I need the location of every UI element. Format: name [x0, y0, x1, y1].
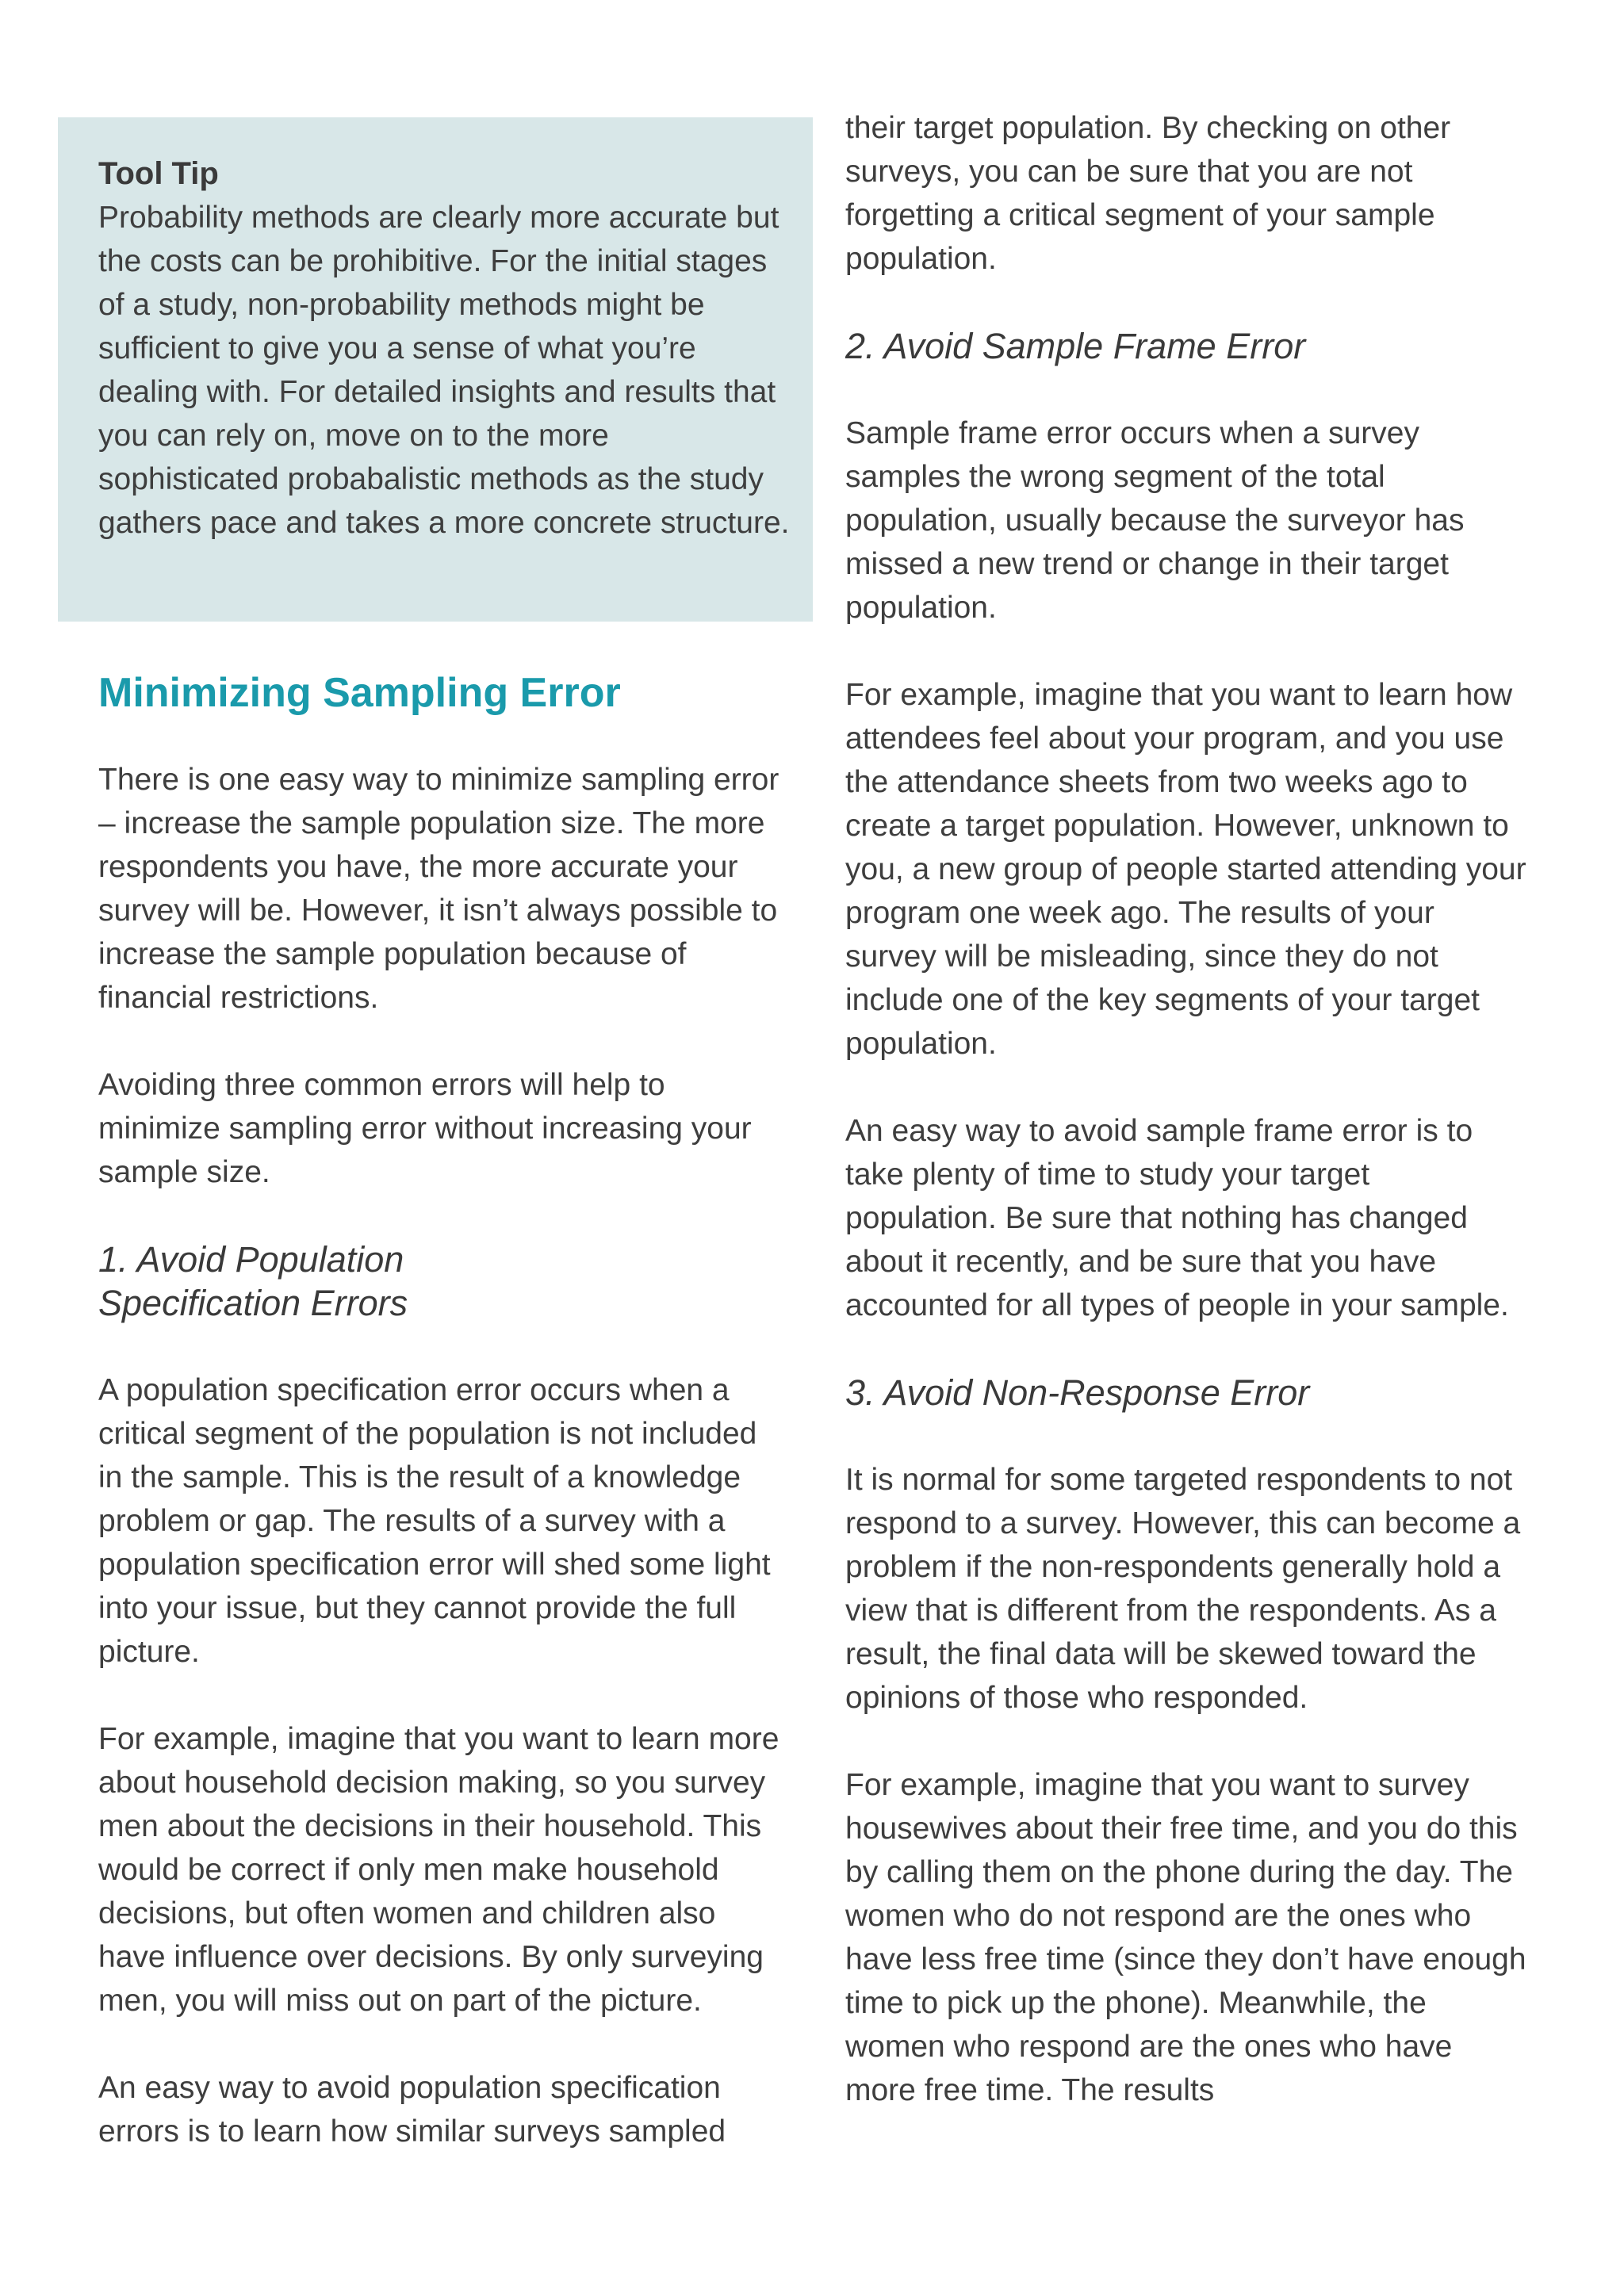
- subheading-non-response: 3. Avoid Non-Response Error: [845, 1372, 1310, 1413]
- section-heading: Minimizing Sampling Error: [98, 670, 621, 716]
- tool-tip-title: Tool Tip: [98, 156, 219, 191]
- paragraph: An easy way to avoid population specification errors is to learn how similar surveys sampled: [98, 2071, 726, 2149]
- paragraph: For example, imagine that you want to learn more about household decision making, so you survey men about the decisions in their household. This would be correct if only men make household decisions, but often women and children also have influence over decisions. By only surveying men, you will miss out on part of the picture.: [98, 1722, 779, 2018]
- tool-tip-body: Probability methods are clearly more accurate but the costs can be prohibitive. For the initial stages of a study, non-probability methods might be sufficient to give you a sense of what you’re dealing with. For detailed insights and results that you can rely on, move on to the more sophisticated probabalistic methods as the study gathers pace and takes a more concrete structure.: [98, 201, 790, 540]
- paragraph: It is normal for some targeted respondents to not respond to a survey. However, this can become a problem if the non-respondents generally hold a view that is different from the respondents. As a result, the final data will be skewed toward the opinions of those who responded.: [845, 1463, 1521, 1715]
- paragraph: There is one easy way to minimize sampling error – increase the sample population size. The more respondents you have, the more accurate your survey will be. However, it isn’t always possible to increase the sample population because of financial restrictions.: [98, 763, 779, 1015]
- paragraph: An easy way to avoid sample frame error is to take plenty of time to study your target population. Be sure that nothing has changed about it recently, and be sure that you have accounted for all types of people in your sample.: [845, 1114, 1509, 1322]
- paragraph: their target population. By checking on other surveys, you can be sure that you are not forgetting a critical segment of your sample population.: [845, 111, 1451, 276]
- paragraph: For example, imagine that you want to learn how attendees feel about your program, and you use the attendance sheets from two weeks ago to create a target population. However, unknown to you, a new group of people started attending your program one week ago. The results of your survey will be misleading, since they do not include one of the key segments of your target population.: [845, 678, 1526, 1061]
- right-column: [845, 106, 1529, 2156]
- paragraph: A population specification error occurs when a critical segment of the population is not included in the sample. This is the result of a knowledge problem or gap. The results of a survey with a population specification error will shed some light into your issue, but they cannot provide the full picture.: [98, 1373, 771, 1669]
- left-column: [98, 668, 788, 2197]
- paragraph: Avoiding three common errors will help to minimize sampling error without increasing your sample size.: [98, 1068, 752, 1189]
- tool-tip-content: [98, 152, 796, 545]
- subheading-population-specification: 1. Avoid Population Specification Errors: [98, 1239, 408, 1323]
- paragraph: Sample frame error occurs when a survey samples the wrong segment of the total population, usually because the surveyor has missed a new trend or change in their target population.: [845, 416, 1465, 625]
- paragraph: For example, imagine that you want to survey housewives about their free time, and you do this by calling them on the phone during the day. The women who do not respond are the ones who have less free time (since they don’t have enough time to pick up the phone). Meanwhile, the women who respond are the ones who have more free time. The results: [845, 1768, 1526, 2107]
- subheading-sample-frame: 2. Avoid Sample Frame Error: [845, 326, 1306, 366]
